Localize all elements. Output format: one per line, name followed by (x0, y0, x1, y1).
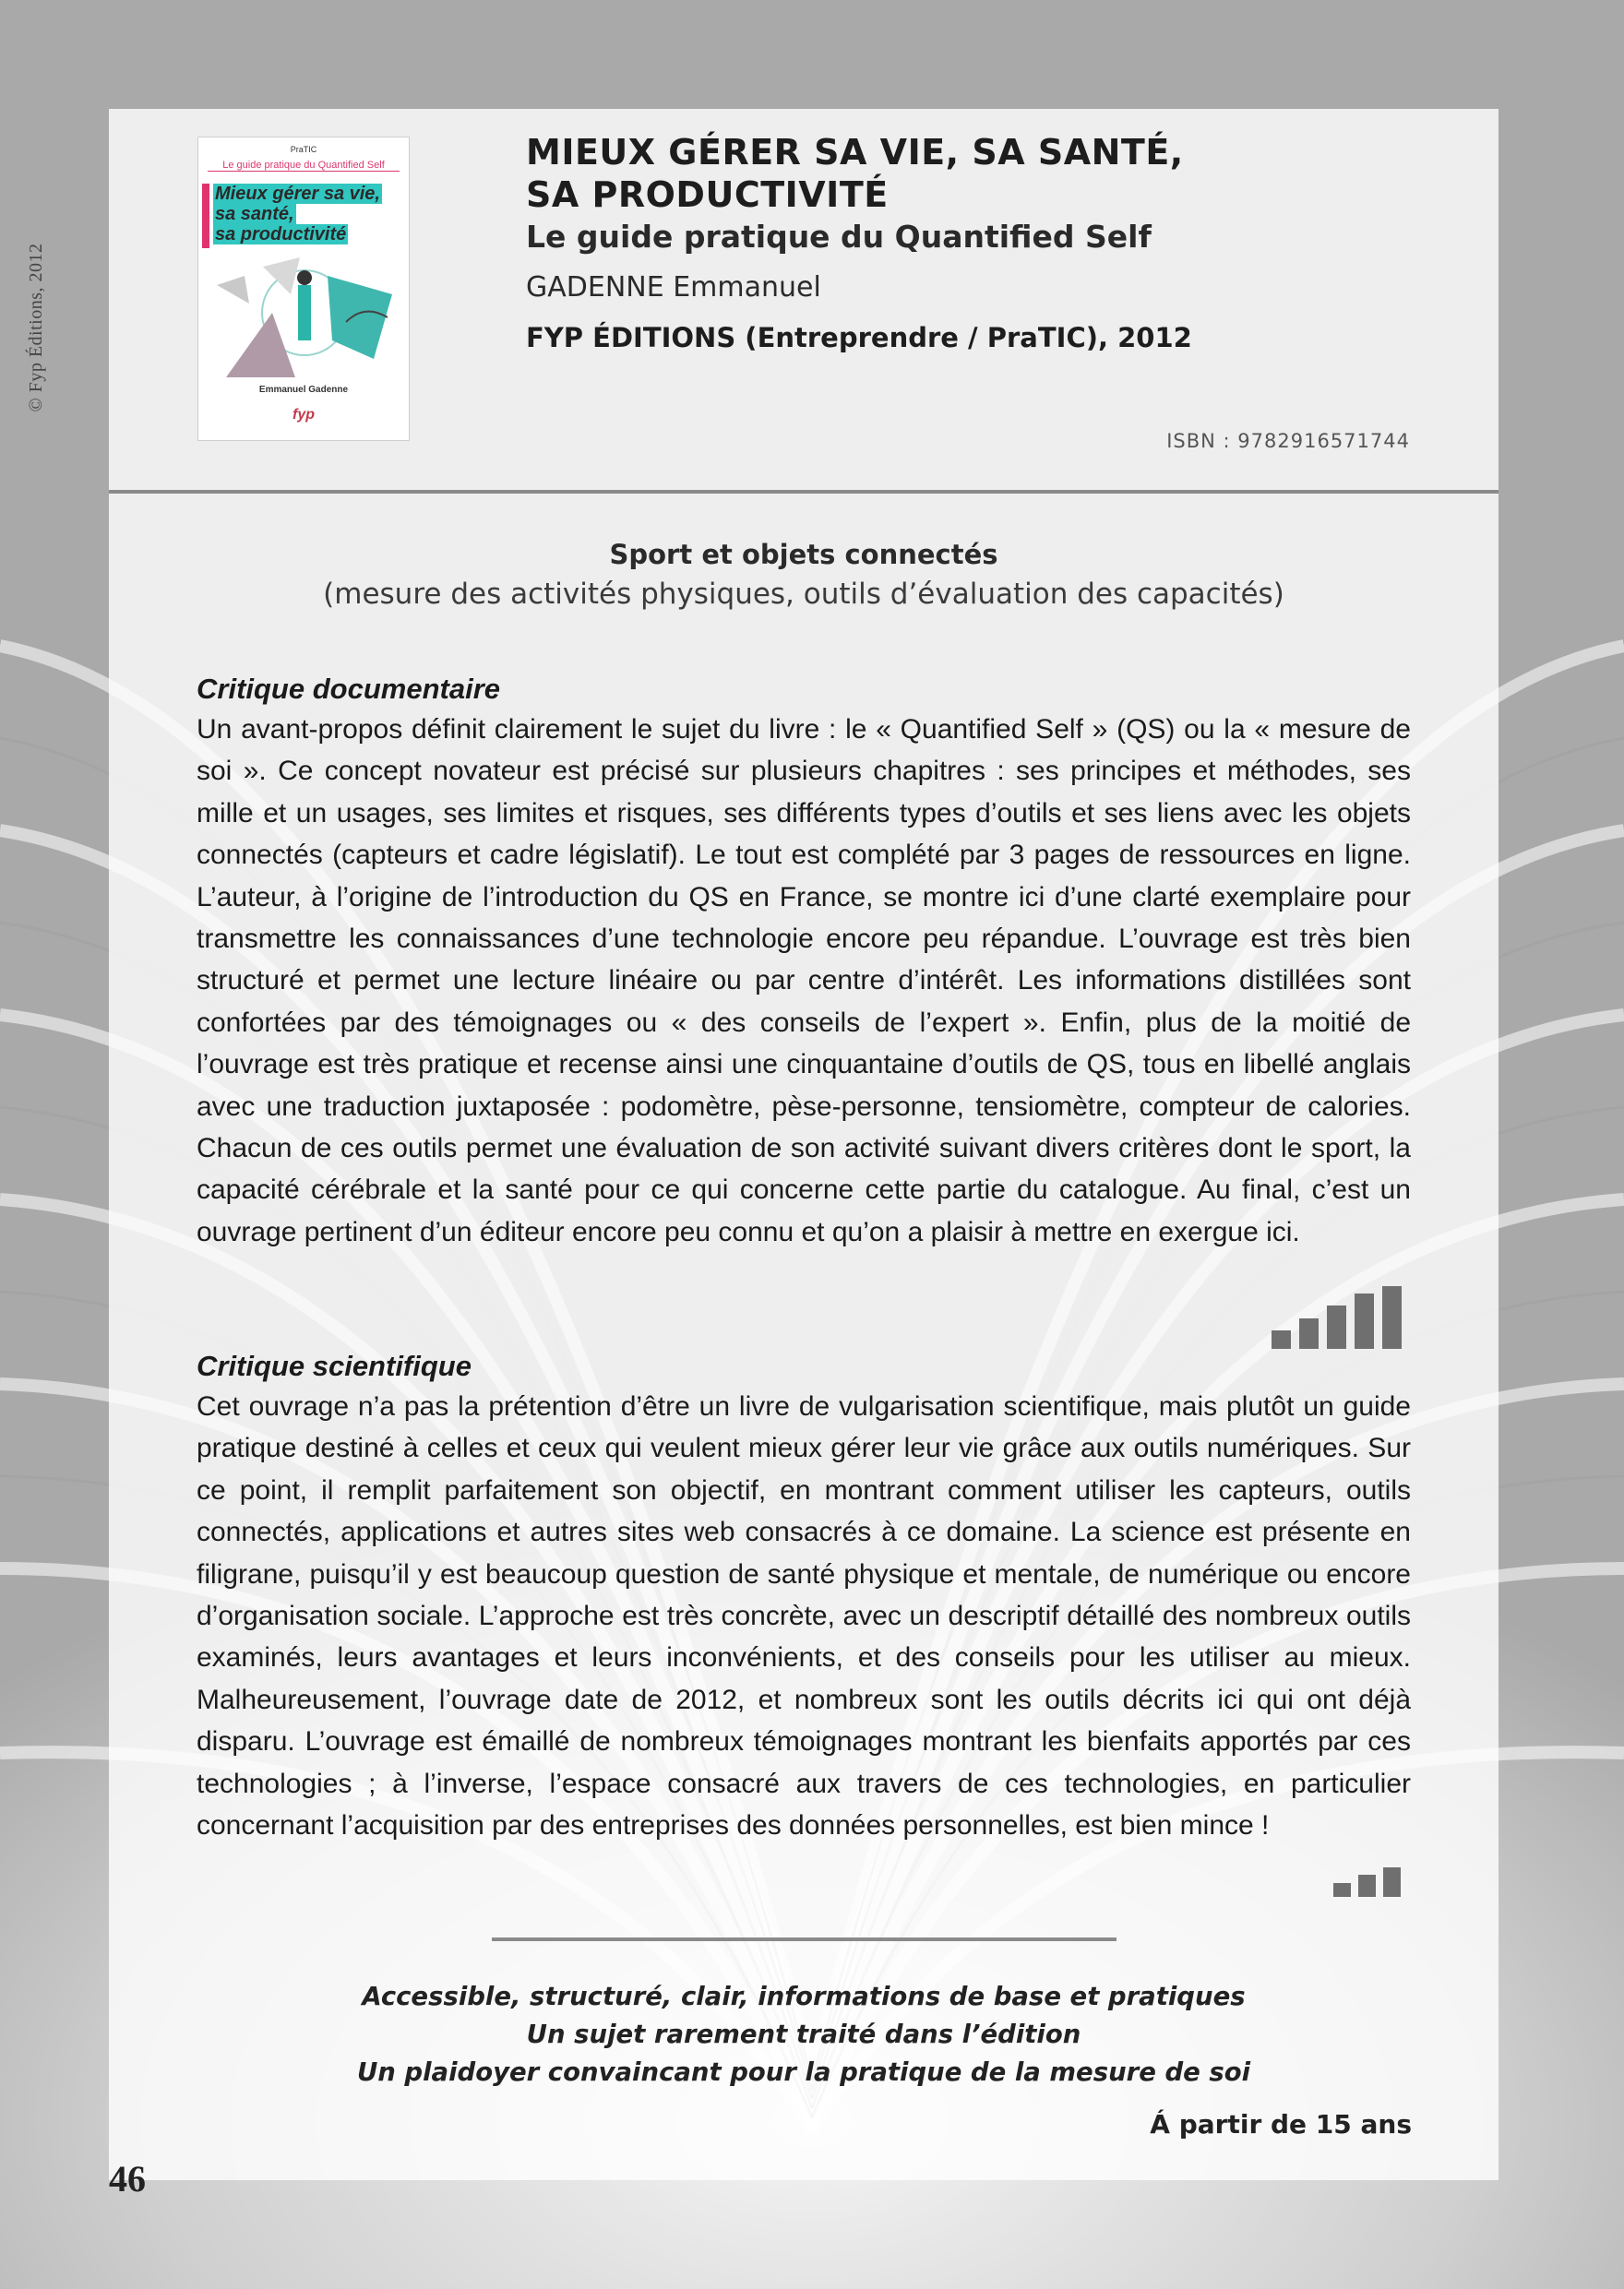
cover-subtitle: Le guide pratique du Quantified Self (208, 160, 400, 172)
summary-line-2: Un sujet rarement traité dans l’édition (526, 2020, 1081, 2049)
rating-bar (1382, 1286, 1402, 1349)
summary (109, 1978, 1499, 2092)
rating-bar (1333, 1883, 1351, 1897)
critique-scientifique (197, 1347, 1411, 1846)
summary-divider (492, 1937, 1116, 1941)
rating-bar (1355, 1294, 1374, 1349)
rating-documentaire (1272, 1284, 1410, 1349)
cover-illustration (208, 248, 401, 377)
book-title-line-2: SA PRODUCTIVITÉ (526, 174, 889, 215)
cover-accent-bar (202, 184, 209, 248)
copyright-notice: © Fyp Éditions, 2012 (26, 243, 46, 412)
book-publisher: FYP ÉDITIONS (Entreprendre / PraTIC), 2012 (526, 322, 1192, 353)
book-subtitle: Le guide pratique du Quantified Self (526, 219, 1152, 255)
age-recommendation: Á partir de 15 ans (1150, 2109, 1412, 2140)
cover-title-line-1: Mieux gérer sa vie, (215, 184, 380, 204)
theme-title: Sport et objets connectés (609, 539, 998, 570)
rating-bar (1383, 1867, 1401, 1897)
theme-heading (109, 539, 1499, 611)
cover-author: Emmanuel Gadenne (258, 385, 349, 395)
book-header (526, 131, 1449, 353)
cover-series: PraTIC (290, 145, 317, 154)
book-cover-image (197, 137, 410, 441)
page-number: 46 (109, 2158, 146, 2200)
rating-scientifique (1333, 1853, 1416, 1897)
summary-line-1: Accessible, structuré, clair, informations de base et pratiques (362, 1982, 1246, 2011)
critique-scientifique-text: Cet ouvrage n’a pas la prétention d’être un livre de vulgarisation scientifique, mais plutôt un guide pratique destiné à celles et ceux qui veulent mieux gérer leur vie grâce aux outils numériques. Sur ce point, il remplit parfaitement son objectif, en montrant comment utiliser les capteurs, outils connectés, applications et autres sites web consacrés à ce domaine. La science est présente en filigrane, puisqu’il y est beaucoup question de santé physique et mentale, de numérique ou encore d’organisation sociale. L’approche est très concrète, avec un descriptif détaillé des nombreux outils examinés, leurs avantages et leurs inconvénients, et des conseils pour les utiliser au mieux. Malheureusement, l’ouvrage date de 2012, et nombreux sont les outils décrits ici qui ont déjà disparu. L’ouvrage est émaillé de nombreux témoignages montrant les bienfaits apportés par ces technologies ; à l’inverse, l’espace consacré aux travers de ces technologies, en particulier concernant l’acquisition par des entreprises des données personnelles, est bien mince ! (197, 1391, 1411, 1842)
book-title-line-1: MIEUX GÉRER SA VIE, SA SANTÉ, (526, 132, 1184, 173)
critique-documentaire (197, 670, 1411, 1253)
cover-publisher-logo: fyp (293, 407, 315, 423)
critique-scientifique-heading: Critique scientifique (197, 1350, 472, 1382)
summary-line-3: Un plaidoyer convaincant pour la pratique de la mesure de soi (356, 2057, 1251, 2087)
cover-title-line-3: sa productivité (215, 224, 347, 244)
rating-bar (1272, 1330, 1291, 1349)
theme-subtitle: (mesure des activités physiques, outils d’évaluation des capacités) (323, 578, 1284, 611)
critique-documentaire-text: Un avant-propos définit clairement le sujet du livre : le « Quantified Self » (QS) ou la « mesure de soi ». Ce concept novateur est précisé sur plusieurs chapitres : ses principes et méthodes, ses mille et un usages, ses limites et risques, ses différents types d’outils et ses liens avec les objets connectés (capteurs et cadre législatif). Le tout est complété par 3 pages de ressources en ligne. L’auteur, à l’origine de l’introduction du QS en France, se montre ici d’une clarté exemplaire pour transmettre les connaissances d’une technologie encore peu répandue. L’ouvrage est très bien structuré et permet une lecture linéaire ou par centre d’intérêt. Les informations distillées sont confortées par des témoignages ou « des conseils de l’expert ». Enfin, plus de la moitié de l’ouvrage est très pratique et recense ainsi une cinquantaine d’outils de QS, tous en libellé anglais avec une traduction juxtaposée : podomètre, pèse-personne, tensiomètre, compteur de calories. Chacun de ces outils permet une évaluation de son activité suivant divers critères dont le sport, la capacité cérébrale et la santé pour ce qui concerne cette partie du catalogue. Au final, c’est un ouvrage pertinent d’un éditeur encore peu connu et qu’on a plaisir à mettre en exergue ici. (197, 714, 1411, 1247)
book-title (526, 131, 1449, 216)
rating-bar (1299, 1318, 1319, 1349)
rating-bar (1327, 1305, 1346, 1349)
cover-title (213, 184, 403, 244)
book-isbn: ISBN : 9782916571744 (1166, 430, 1410, 452)
critique-documentaire-heading: Critique documentaire (197, 673, 500, 705)
cover-title-line-2: sa santé, (215, 204, 294, 224)
rating-bar (1358, 1875, 1376, 1897)
header-divider (109, 490, 1499, 494)
book-author: GADENNE Emmanuel (526, 271, 821, 304)
